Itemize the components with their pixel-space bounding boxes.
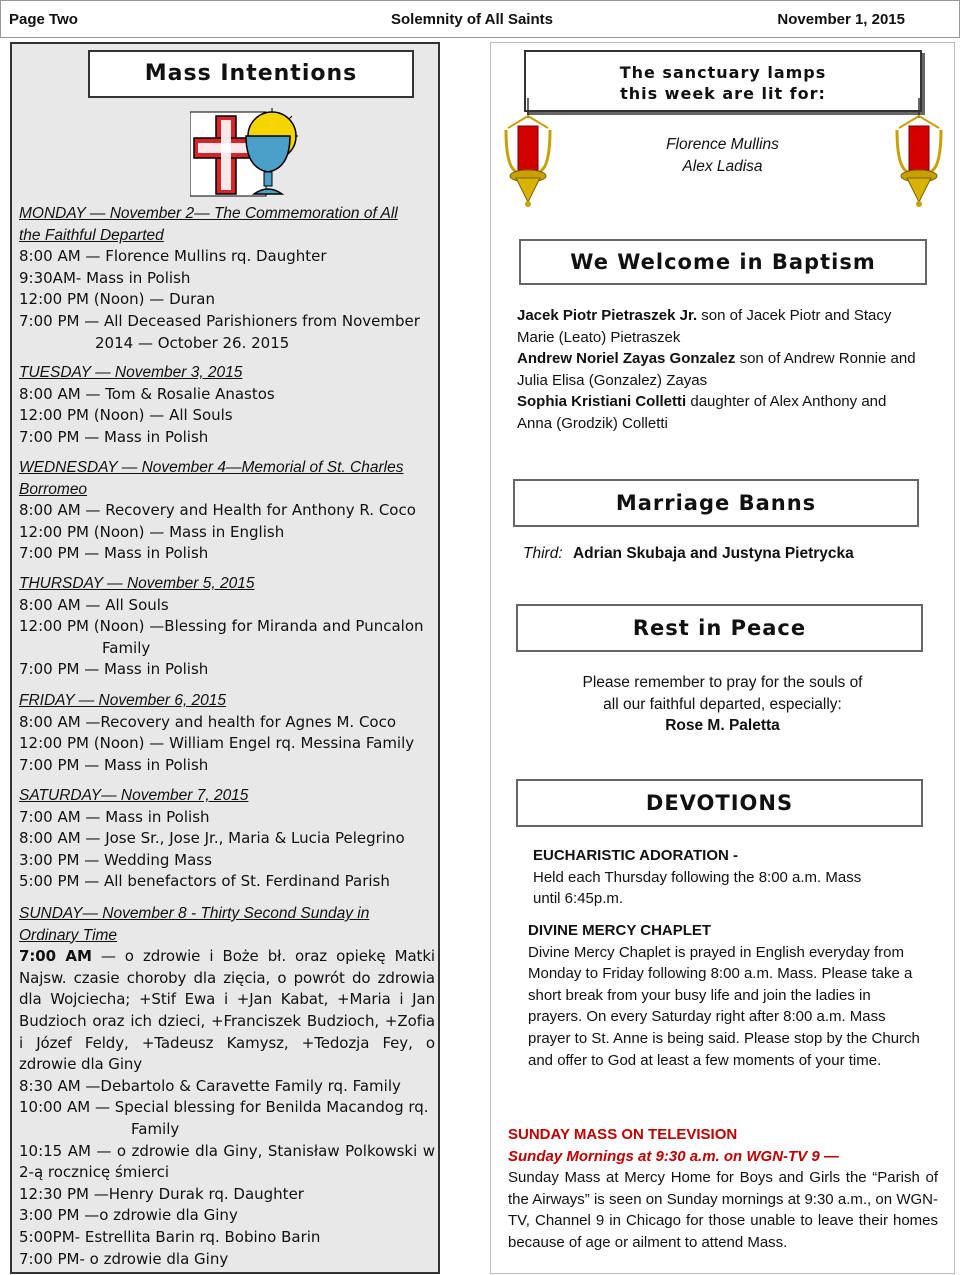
intention-line: 12:00 PM (Noon) — All Souls xyxy=(19,406,233,425)
marriage-banns-title: Marriage Banns xyxy=(513,479,919,527)
intention-line: 12:00 PM (Noon) —Blessing for Miranda and Puncalon xyxy=(19,617,424,636)
baptism-list xyxy=(517,305,917,435)
baptism-parents: son of Jacek Piotr and Stacy Marie (Leato) Pietraszek xyxy=(517,307,892,346)
intention-line: 7:00 PM — All Deceased Parishioners from November xyxy=(19,311,420,330)
intention-line: 7:00 AM — Mass in Polish xyxy=(19,807,210,826)
friday-intentions xyxy=(19,690,414,776)
intention-line: 12:00 PM (Noon) — Mass in English xyxy=(19,522,285,541)
intention-line: 8:00 AM — All Souls xyxy=(19,595,169,614)
intention-paragraph: 10:15 AM — o zdrowie dla Giny, Stanisław Polkowski w 2-ą rocznicę śmierci xyxy=(19,1141,435,1182)
thursday-heading: THURSDAY — November 5, 2015 xyxy=(19,575,255,592)
rest-in-peace-title: Rest in Peace xyxy=(516,604,923,652)
baptism-title: We Welcome in Baptism xyxy=(519,239,927,285)
intention-line: 12:00 PM (Noon) — William Engel rq. Messina Family xyxy=(19,734,415,753)
tv-mass-subheading: Sunday Mornings at 9:30 a.m. on WGN-TV 9 — xyxy=(508,1147,839,1165)
intention-line: 8:00 AM — Florence Mullins rq. Daughter xyxy=(19,247,327,266)
intention-text: — o zdrowie i Boże bł. oraz opiekę Matki Najsw. czasie choroby dla zięcia, o powrót do zdrowia dla Wojciecha; +Stif Ewa i +Jan Kabat, +Maria i Jan Budzioch oraz ich dzieci, +Franciszek Budzioch, +Zofia i Józef Feldy, +Tadeusz Kamysz, +Tedozja Fey, o zdrowie dla Giny xyxy=(19,947,435,1074)
announcements-panel xyxy=(490,42,955,1274)
sunday-intentions xyxy=(19,903,435,1270)
intention-line: 9:30AM- Mass in Polish xyxy=(19,268,191,287)
tuesday-heading: TUESDAY — November 3, 2015 xyxy=(19,364,243,381)
sanctuary-names xyxy=(491,134,954,178)
sanctuary-name: Alex Ladisa xyxy=(682,158,763,175)
adoration-line: until 6:45p.m. xyxy=(533,890,624,908)
adoration-block xyxy=(533,845,861,910)
tv-mass-heading: SUNDAY MASS ON TELEVISION xyxy=(508,1126,738,1143)
wednesday-heading-cont: Borromeo xyxy=(19,480,88,498)
intention-line: 2014 — October 26. 2015 xyxy=(95,333,290,352)
devotions-title: DEVOTIONS xyxy=(516,779,923,827)
bulletin-title: Solemnity of All Saints xyxy=(391,11,553,28)
monday-heading: MONDAY — November 2— The Commemoration of All xyxy=(19,205,398,222)
chaplet-text: Divine Mercy Chaplet is prayed in English everyday from Monday to Friday following 8:00 a.m. Mass. Please take a short break from your busy life and join the ladies in prayers. On every Saturday right after 8:00 a.m. Mass prayer to St. Anne is being said. Please stop by the Church and offer to God at least a few moments of your time. xyxy=(528,943,920,1069)
chaplet-heading: DIVINE MERCY CHAPLET xyxy=(528,922,712,939)
saturday-intentions xyxy=(19,785,405,893)
mass-intentions-panel xyxy=(10,42,440,1274)
baptism-parents: daughter of Alex Anthony and Anna (Grodzik) Colletti xyxy=(517,393,887,432)
wednesday-heading: WEDNESDAY — November 4—Memorial of St. Charles xyxy=(19,459,404,476)
page-header xyxy=(0,0,960,38)
marriage-banns-entry xyxy=(523,543,854,565)
intention-line: 3:00 PM —o zdrowie dla Giny xyxy=(19,1206,238,1225)
saturday-heading: SATURDAY— November 7, 2015 xyxy=(19,787,249,804)
adoration-heading: EUCHARISTIC ADORATION - xyxy=(533,847,738,864)
tuesday-intentions xyxy=(19,362,275,448)
rip-line: Please remember to pray for the souls of xyxy=(582,674,863,691)
intention-line: Family xyxy=(102,638,151,657)
intention-line: Family xyxy=(131,1119,180,1138)
intention-line: 8:00 AM — Recovery and Health for Anthony R. Coco xyxy=(19,501,416,520)
sanctuary-title-line: this week are lit for: xyxy=(620,84,826,103)
intention-line: 5:00 PM — All benefactors of St. Ferdinand Parish xyxy=(19,872,390,891)
intention-line: 7:00 PM- o zdrowie dla Giny xyxy=(19,1249,229,1268)
monday-heading-cont: the Faithful Departed xyxy=(19,226,164,244)
baptism-name: Sophia Kristiani Colletti xyxy=(517,393,687,411)
sanctuary-lamps-title xyxy=(524,50,922,112)
mass-intentions-title: Mass Intentions xyxy=(88,50,414,98)
wednesday-intentions xyxy=(19,457,416,565)
sunday-heading: SUNDAY— November 8 - Thirty Second Sunday in xyxy=(19,905,370,922)
tv-mass-block xyxy=(508,1124,938,1254)
intention-line: 7:00 PM — Mass in Polish xyxy=(19,755,209,774)
tv-mass-text: Sunday Mass at Mercy Home for Boys and Girls the “Parish of the Airways” is seen on Sunday mornings at 9:30 a.m., on WGN-TV, Channel 9 in Chicago for those unable to leave their homes because of age or ailment to attend Mass. xyxy=(508,1169,938,1251)
chaplet-block xyxy=(528,920,922,1071)
banns-couple: Adrian Skubaja and Justyna Pietrycka xyxy=(572,545,854,562)
monday-intentions xyxy=(19,203,420,354)
page-number: Page Two xyxy=(9,11,78,28)
banns-label: Third: xyxy=(523,545,563,562)
baptism-name: Andrew Noriel Zayas Gonzalez xyxy=(517,350,736,368)
sanctuary-name: Florence Mullins xyxy=(666,136,779,153)
intention-line: 7:00 PM — Mass in Polish xyxy=(19,427,209,446)
baptism-entry xyxy=(517,391,917,434)
intention-line: 5:00PM- Estrellita Barin rq. Bobino Barin xyxy=(19,1227,321,1246)
rest-in-peace-text xyxy=(491,672,954,737)
intention-line: 7:00 PM — Mass in Polish xyxy=(19,660,209,679)
intention-line: 10:00 AM — Special blessing for Benilda Macandog rq. xyxy=(19,1098,429,1117)
bulletin-date: November 1, 2015 xyxy=(777,11,905,28)
friday-heading: FRIDAY — November 6, 2015 xyxy=(19,692,227,709)
intention-line: 3:00 PM — Wedding Mass xyxy=(19,850,212,869)
intention-line: 7:00 PM — Mass in Polish xyxy=(19,544,209,563)
baptism-entry xyxy=(517,348,917,391)
baptism-name: Jacek Piotr Pietraszek Jr. xyxy=(517,307,698,324)
baptism-entry xyxy=(517,305,917,348)
intention-time: 7:00 AM xyxy=(19,947,92,966)
rip-name: Rose M. Paletta xyxy=(665,717,780,735)
intention-line: 8:30 AM —Debartolo & Caravette Family rq. Family xyxy=(19,1076,401,1095)
adoration-line: Held each Thursday following the 8:00 a.m. Mass xyxy=(533,868,862,886)
baptism-parents: son of Andrew Ronnie and Julia Elisa (Gonzalez) Zayas xyxy=(517,350,916,389)
intention-line: 8:00 AM — Tom & Rosalie Anastos xyxy=(19,384,275,403)
intention-paragraph xyxy=(19,946,435,1076)
sunday-heading-cont: Ordinary Time xyxy=(19,926,118,944)
intention-line: 8:00 AM —Recovery and health for Agnes M. Coco xyxy=(19,712,397,731)
intention-line: 12:30 PM —Henry Durak rq. Daughter xyxy=(19,1184,304,1203)
rip-line: all our faithful departed, especially: xyxy=(603,695,842,713)
thursday-intentions xyxy=(19,573,424,681)
intention-line: 8:00 AM — Jose Sr., Jose Jr., Maria & Lucia Pelegrino xyxy=(19,829,405,848)
cross-chalice-icon xyxy=(190,106,300,198)
sanctuary-title-line: The sanctuary lamps xyxy=(619,63,827,82)
intention-line: 12:00 PM (Noon) — Duran xyxy=(19,290,215,309)
